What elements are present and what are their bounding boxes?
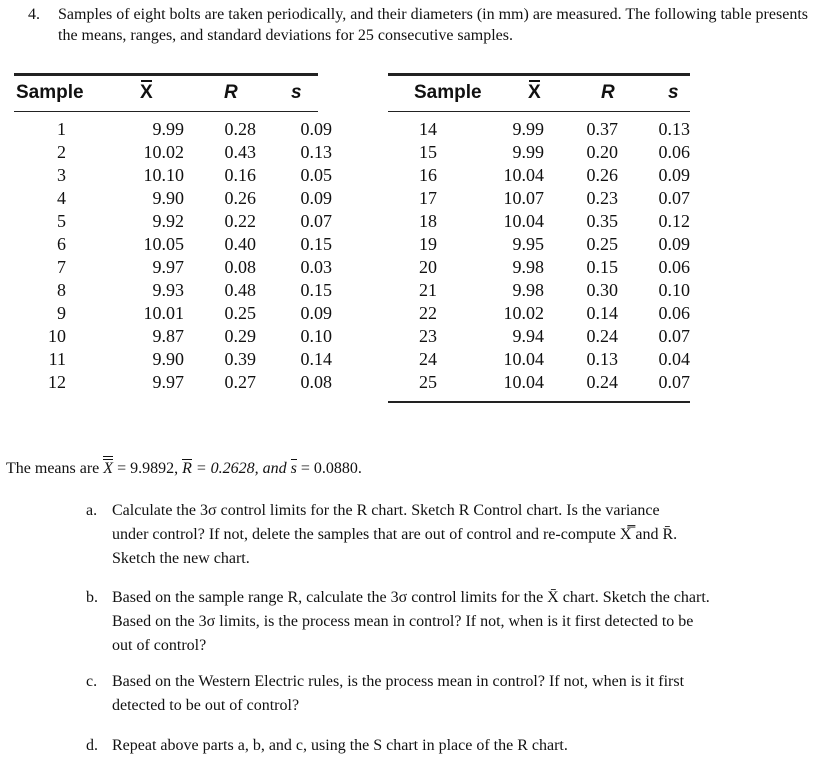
- table-cell-r: 0.40: [224, 234, 256, 254]
- table-cell-s: 0.07: [300, 211, 332, 231]
- table-cell-xbar: 9.87: [152, 326, 184, 346]
- sbar-value: = 0.0880.: [296, 460, 362, 477]
- table-cell-xbar: 9.99: [512, 142, 544, 162]
- table-cell-sample: 11: [48, 349, 66, 369]
- table-cell-r: 0.15: [586, 257, 618, 277]
- table-cell-xbar: 10.01: [143, 303, 184, 323]
- table-cell-sample: 4: [57, 188, 66, 208]
- table-cell-s: 0.03: [300, 257, 332, 277]
- header-s: s: [291, 82, 302, 103]
- table-cell-xbar: 9.98: [512, 280, 544, 300]
- table-cell-r: 0.28: [224, 119, 256, 139]
- table-cell-xbar: 10.02: [503, 303, 544, 323]
- table-cell-sample: 12: [48, 372, 66, 392]
- table-cell-s: 0.06: [658, 142, 690, 162]
- table-cell-xbar: 9.95: [512, 234, 544, 254]
- table-cell-sample: 3: [57, 165, 66, 185]
- table-cell-sample: 17: [419, 188, 437, 208]
- means-statement: [6, 458, 362, 480]
- part-a-line-1: Calculate the 3σ control limits for the R chart. Sketch R Control chart. Is the variance: [112, 502, 660, 519]
- table-cell-sample: 8: [57, 280, 66, 300]
- column-s: [640, 118, 690, 394]
- table-cell-s: 0.09: [300, 119, 332, 139]
- table-cell-s: 0.14: [300, 349, 332, 369]
- problem-statement: [28, 4, 818, 46]
- table-cell-r: 0.25: [224, 303, 256, 323]
- table-cell-r: 0.29: [224, 326, 256, 346]
- part-b-line-3: out of control?: [112, 637, 207, 654]
- table-cell-r: 0.16: [224, 165, 256, 185]
- table-cell-xbar: 9.92: [152, 211, 184, 231]
- column-r: [204, 118, 256, 394]
- table-cell-sample: 1: [57, 119, 66, 139]
- table-cell-sample: 23: [419, 326, 437, 346]
- table-cell-sample: 9: [57, 303, 66, 323]
- table-cell-sample: 24: [419, 349, 437, 369]
- part-b: [86, 586, 796, 658]
- table-cell-sample: 25: [419, 372, 437, 392]
- table-cell-s: 0.09: [300, 303, 332, 323]
- table-cell-r: 0.20: [586, 142, 618, 162]
- table-cell-r: 0.25: [586, 234, 618, 254]
- table-cell-s: 0.05: [300, 165, 332, 185]
- table-cell-s: 0.15: [300, 234, 332, 254]
- table-cell-s: 0.10: [300, 326, 332, 346]
- table-cell-xbar: 9.98: [512, 257, 544, 277]
- column-sample: [34, 118, 66, 394]
- part-a: [86, 499, 796, 571]
- table-cell-xbar: 9.97: [152, 257, 184, 277]
- rbar-value: = 0.2628,: [191, 460, 263, 477]
- header-r: R: [224, 82, 238, 103]
- table-cell-r: 0.08: [224, 257, 256, 277]
- table-cell-xbar: 10.04: [503, 211, 544, 231]
- table-cell-r: 0.43: [224, 142, 256, 162]
- table-cell-r: 0.26: [224, 188, 256, 208]
- table-cell-xbar: 9.90: [152, 188, 184, 208]
- table-cell-r: 0.24: [586, 326, 618, 346]
- table-cell-xbar: 10.10: [143, 165, 184, 185]
- table-cell-xbar: 9.99: [152, 119, 184, 139]
- table-cell-s: 0.09: [300, 188, 332, 208]
- table-cell-sample: 2: [57, 142, 66, 162]
- means-prefix: The means are: [6, 460, 104, 477]
- header-r: R: [601, 82, 615, 103]
- header-xbar-symbol: X: [528, 82, 541, 103]
- part-c-line-1: Based on the Western Electric rules, is the process mean in control? If not, when is it first: [112, 673, 685, 690]
- table-rule-header: [14, 111, 318, 112]
- table-cell-s: 0.12: [658, 211, 690, 231]
- table-cell-s: 0.04: [658, 349, 690, 369]
- table-cell-sample: 10: [48, 326, 66, 346]
- table-cell-s: 0.09: [658, 234, 690, 254]
- table-cell-xbar: 9.90: [152, 349, 184, 369]
- table-cell-r: 0.14: [586, 303, 618, 323]
- column-s: [276, 118, 332, 394]
- part-c-line-2: detected to be out of control?: [112, 697, 300, 714]
- table-cell-sample: 6: [57, 234, 66, 254]
- part-b-line-2: Based on the 3σ limits, is the process mean in control? If not, when is it first detected to be: [112, 613, 694, 630]
- part-d: [86, 734, 796, 758]
- table-cell-s: 0.13: [658, 119, 690, 139]
- header-xbar: [528, 82, 541, 104]
- table-cell-s: 0.06: [658, 257, 690, 277]
- table-cell-sample: 18: [419, 211, 437, 231]
- table-cell-s: 0.13: [300, 142, 332, 162]
- part-b-label: b.: [86, 589, 98, 606]
- table-cell-s: 0.07: [658, 188, 690, 208]
- part-a-line-2: under control? If not, delete the samples that are out of control and re-compute X̿ and R̄.: [112, 526, 678, 543]
- table-rule-header: [388, 111, 690, 112]
- xbarbar-symbol: X: [103, 458, 113, 480]
- table-cell-xbar: 9.99: [512, 119, 544, 139]
- table-cell-s: 0.06: [658, 303, 690, 323]
- table-cell-xbar: 10.04: [503, 349, 544, 369]
- part-b-line-1: Based on the sample range R, calculate the 3σ control limits for the X̄ chart. Sketch the chart.: [112, 589, 710, 606]
- table-cell-sample: 14: [419, 119, 437, 139]
- table-cell-xbar: 10.07: [503, 188, 544, 208]
- part-a-label: a.: [86, 502, 98, 519]
- table-cell-xbar: 10.02: [143, 142, 184, 162]
- table-cell-r: 0.26: [586, 165, 618, 185]
- table-cell-s: 0.10: [658, 280, 690, 300]
- table-cell-r: 0.39: [224, 349, 256, 369]
- table-cell-xbar: 9.93: [152, 280, 184, 300]
- table-cell-sample: 21: [419, 280, 437, 300]
- problem-number: 4.: [28, 6, 40, 23]
- column-sample: [408, 118, 448, 394]
- table-cell-r: 0.27: [224, 372, 256, 392]
- table-right: [388, 73, 690, 409]
- table-cell-r: 0.35: [586, 211, 618, 231]
- header-xbar-symbol: X: [140, 82, 153, 103]
- column-xbar: [488, 118, 544, 394]
- table-cell-sample: 22: [419, 303, 437, 323]
- part-c-label: c.: [86, 673, 98, 690]
- table-cell-sample: 7: [57, 257, 66, 277]
- table-cell-r: 0.48: [224, 280, 256, 300]
- part-d-label: d.: [86, 737, 98, 754]
- table-cell-s: 0.08: [300, 372, 332, 392]
- table-rule-bottom: [388, 401, 690, 403]
- table-cell-s: 0.15: [300, 280, 332, 300]
- table-rule-top: [14, 73, 318, 76]
- part-d-line-1: Repeat above parts a, b, and c, using the S chart in place of the R chart.: [112, 737, 568, 754]
- table-cell-sample: 19: [419, 234, 437, 254]
- column-xbar: [122, 118, 184, 394]
- rbar-symbol: R: [182, 458, 192, 480]
- table-cell-r: 0.24: [586, 372, 618, 392]
- table-cell-r: 0.22: [224, 211, 256, 231]
- table-cell-s: 0.07: [658, 372, 690, 392]
- table-cell-xbar: 10.04: [503, 165, 544, 185]
- table-cell-r: 0.23: [586, 188, 618, 208]
- means-and: and: [262, 460, 291, 477]
- table-cell-xbar: 10.04: [503, 372, 544, 392]
- table-cell-sample: 5: [57, 211, 66, 231]
- table-cell-sample: 20: [419, 257, 437, 277]
- header-xbar: [140, 82, 153, 104]
- problem-text: Samples of eight bolts are taken periodically, and their diameters (in mm) are measured. The following table presents the means, ranges, and standard deviations for 25 consecutive samples.: [58, 6, 808, 44]
- part-c: [86, 670, 796, 718]
- table-cell-r: 0.30: [586, 280, 618, 300]
- table-cell-xbar: 9.97: [152, 372, 184, 392]
- table-cell-xbar: 10.05: [143, 234, 184, 254]
- sbar-symbol: s: [291, 458, 297, 480]
- table-rule-top: [388, 73, 690, 76]
- table-cell-s: 0.07: [658, 326, 690, 346]
- part-a-line-3: Sketch the new chart.: [112, 550, 250, 567]
- table-cell-r: 0.13: [586, 349, 618, 369]
- column-r: [568, 118, 618, 394]
- header-s: s: [668, 82, 679, 103]
- header-sample: Sample: [16, 82, 84, 103]
- table-cell-sample: 16: [419, 165, 437, 185]
- table-cell-xbar: 9.94: [512, 326, 544, 346]
- xbarbar-value: = 9.9892,: [113, 460, 183, 477]
- header-sample: Sample: [414, 82, 482, 103]
- table-cell-s: 0.09: [658, 165, 690, 185]
- table-cell-sample: 15: [419, 142, 437, 162]
- table-cell-r: 0.37: [586, 119, 618, 139]
- table-left: [14, 73, 332, 409]
